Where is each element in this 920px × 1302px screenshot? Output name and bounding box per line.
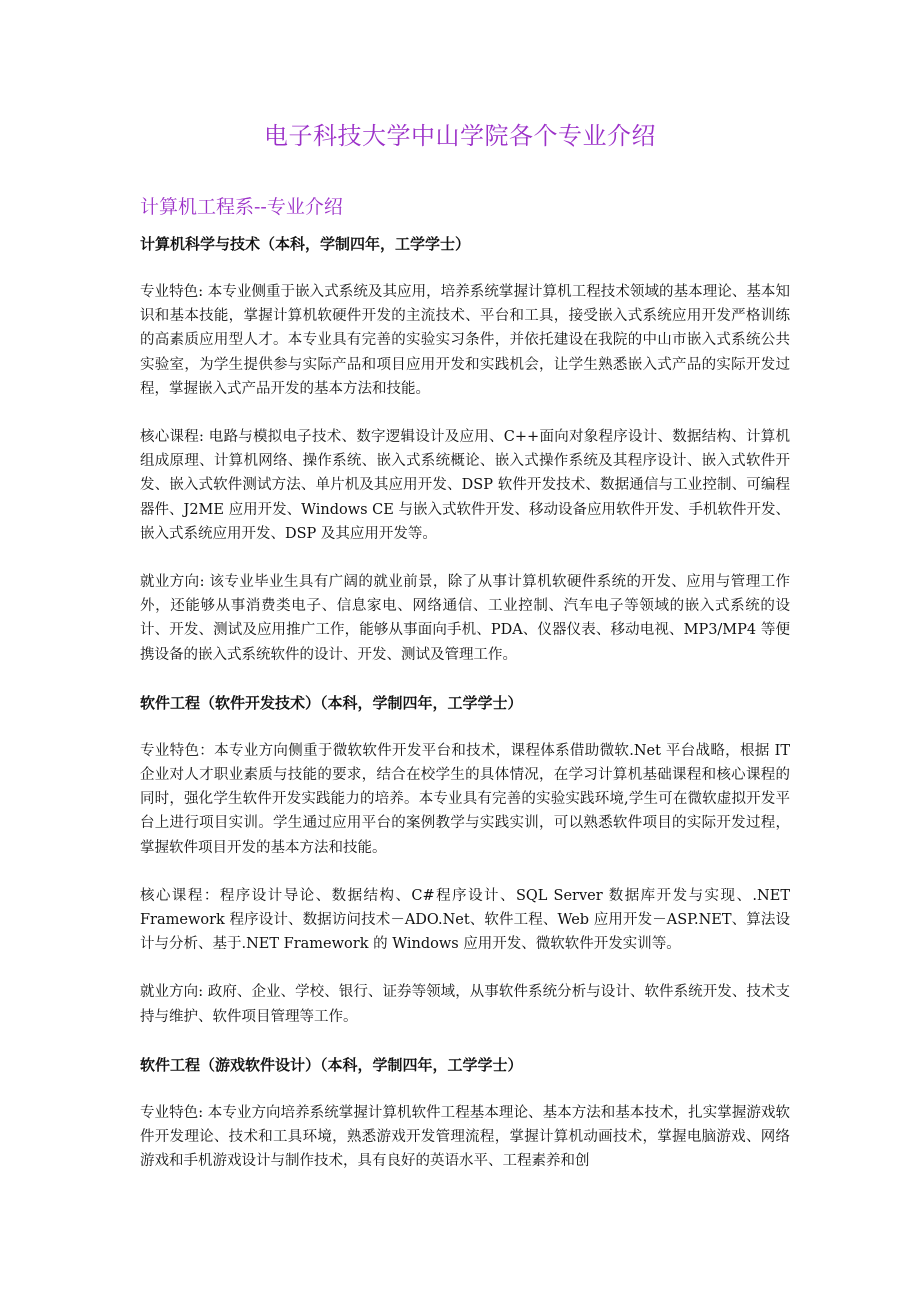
document-title: 电子科技大学中山学院各个专业介绍 <box>264 122 656 150</box>
major-features-cs: 专业特色: 本专业侧重于嵌入式系统及其应用，培养系统掌握计算机工程技术领域的基本理论、基本知识和基本技能，掌握计算机软硬件开发的主流技术、平台和工具，接受嵌入式系统应用开发严格训练的高素质应用型人才。本专业具有完善的实验实习条件，并依托建设在我院的中山市嵌入式系统公共实验室，为学生提供参与实际产品和项目应用开发和实践机会，让学生熟悉嵌入式产品的实际开发过程，掌握嵌入式产品开发的基本方法和技能。 <box>140 284 790 397</box>
major-features-se-dev: 专业特色：本专业方向侧重于微软软件开发平台和技术，课程体系借助微软.Net 平台战略，根据 IT 企业对人才职业素质与技能的要求，结合在校学生的具体情况，在学习计算机基础课程和核心课程的同时，强化学生软件开发实践能力的培养。本专业具有完善的实验实践环境,学生可在微软虚拟开发平台上进行项目实训。学生通过应用平台的案例教学与实践实训，可以熟悉软件项目的实际开发过程，掌握软件项目开发的基本方法和技能。 <box>140 742 790 856</box>
major-careers-se-dev: 就业方向: 政府、企业、学校、银行、证券等领域，从事软件系统分析与设计、软件系统开发、技术支持与维护、软件项目管理等工作。 <box>140 984 790 1025</box>
major-heading-se-game: 软件工程（游戏软件设计）（本科，学制四年，工学学士） <box>140 1055 523 1074</box>
section-heading: 计算机工程系--专业介绍 <box>140 196 343 218</box>
major-features-se-game: 专业特色: 本专业方向培养系统掌握计算机软件工程基本理论、基本方法和基本技术，扎实掌握游戏软件开发理论、技术和工具环境，熟悉游戏开发管理流程，掌握计算机动画技术，掌握电脑游戏、网络游戏和手机游戏设计与制作技术，具有良好的英语水平、工程素养和创 <box>140 1104 790 1170</box>
major-courses-cs: 核心课程: 电路与模拟电子技术、数字逻辑设计及应用、C++面向对象程序设计、数据结构、计算机组成原理、计算机网络、操作系统、嵌入式系统概论、嵌入式操作系统及其程序设计、嵌入式软件开发、嵌入式软件测试方法、单片机及其应用开发、DSP 软件开发技术、数据通信与工业控制、可编程器件、J2ME 应用开发、Windows CE 与嵌入式软件开发、移动设备应用软件开发、手机软件开发、嵌入式系统应用开发、DSP 及其应用开发等。 <box>140 429 790 542</box>
major-heading-se-dev: 软件工程（软件开发技术）（本科，学制四年，工学学士） <box>140 693 523 712</box>
major-heading-cs: 计算机科学与技术（本科，学制四年，工学学士） <box>140 235 471 253</box>
document-body <box>140 232 790 1197</box>
major-careers-cs: 就业方向: 该专业毕业生具有广阔的就业前景，除了从事计算机软硬件系统的开发、应用与管理工作外，还能够从事消费类电子、信息家电、网络通信、工业控制、汽车电子等领域的嵌入式系统的设计、开发、测试及应用推广工作，能够从事面向手机、PDA、仪器仪表、移动电视、MP3/MP4 等便携设备的嵌入式系统软件的设计、开发、测试及管理工作。 <box>140 574 790 663</box>
major-courses-se-dev: 核心课程：程序设计导论、数据结构、C#程序设计、SQL Server 数据库开发与实现、.NET Framework 程序设计、数据访问技术－ADO.Net、软件工程、Web 应用开发－ASP.NET、算法设计与分析、基于.NET Framework 的 Windows 应用开发、微软软件开发实训等。 <box>140 887 790 953</box>
